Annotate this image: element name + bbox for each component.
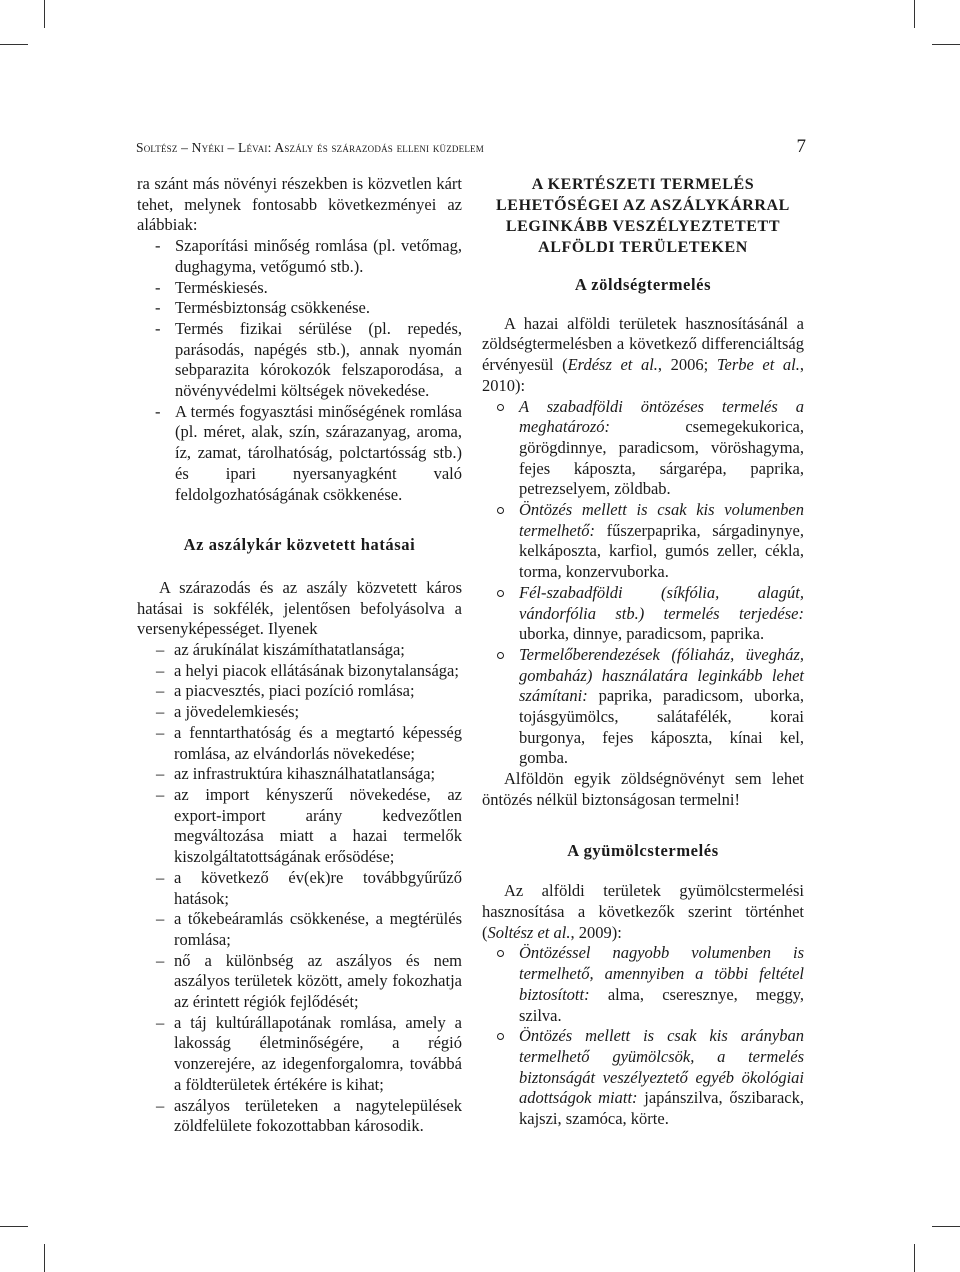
crop-mark bbox=[44, 0, 45, 28]
crop-mark bbox=[0, 44, 28, 45]
text-run: , 2010): bbox=[482, 355, 804, 395]
section-heading: Az aszálykár közvetett hatásai bbox=[183, 535, 416, 555]
list-item: – a piacvesztés, piaci pozíció romlása; bbox=[137, 681, 462, 702]
item-lead: A szabadföldi öntözéses termelés a meghatározó: bbox=[519, 396, 804, 437]
item-text: uborka, dinnye, paradicsom, paprika. bbox=[519, 624, 765, 644]
item-text: alma, cseresznye, meggy, szilva. bbox=[519, 984, 804, 1025]
list-item bbox=[482, 943, 804, 1026]
crop-mark bbox=[44, 1244, 45, 1272]
list-item: – az import kényszerű növekedése, az export-import arány kedvezőtlen megváltozása miatt a hazai termelők kiszolgáltatottságának erősödése; bbox=[137, 785, 462, 868]
list-item: – aszályos területeken a nagytelepülések zöldfelülete fokozottabban károsodik. bbox=[137, 1096, 462, 1137]
list-item: – a helyi piacok ellátásának bizonytalansága; bbox=[137, 661, 462, 682]
list-item: – az árukínálat kiszámíthatatlansága; bbox=[137, 640, 462, 661]
list-item: – az infrastruktúra kihasználhatatlansága; bbox=[137, 764, 462, 785]
crop-mark bbox=[0, 1226, 28, 1227]
item-text: japánszilva, őszibarack, kajszi, szamóca, körte. bbox=[519, 1088, 804, 1129]
item-lead: Öntözés mellett is csak kis arányban termelhető gyümölcsök, a termelés biztonságát veszélyeztető egyéb ökológiai adottságok miatt: bbox=[519, 1026, 804, 1108]
item-text: paprika, paradicsom, uborka, tojásgyümölcs, salátafélék, korai burgonya, fejes káposzta, kínai kel, gomba. bbox=[519, 686, 804, 768]
list-item: – a jövedelemkiesés; bbox=[137, 702, 462, 723]
citation: Erdész et al. bbox=[567, 355, 658, 375]
list-item: - A termés fogyasztási minőségének romlása (pl. méret, alak, szín, szárazanyag, aroma, íz, zamat, tárolhatóság, polctartósság stb.) és ipari nyersanyagként való feldolgozhatóságának csökkenése. bbox=[137, 402, 462, 506]
list-item: – a táj kultúrállapotának romlása, amely a lakosság életminőségére, a régió vonzerejére, az idegenforgalomra, továbbá a földterületek értékére is kihat; bbox=[137, 1013, 462, 1096]
list-item bbox=[482, 397, 804, 501]
list-item bbox=[482, 583, 804, 645]
item-lead: Öntözés mellett is csak kis volumenben termelhető: bbox=[519, 500, 804, 540]
vegetable-closing-paragraph: Alföldön egyik zöldségnövényt sem lehet öntözés nélkül biztonságosan termelni! bbox=[482, 769, 804, 809]
fruit-list bbox=[482, 943, 804, 1129]
page-number: 7 bbox=[796, 136, 806, 157]
fruit-intro-paragraph bbox=[482, 881, 804, 943]
indirect-effects-list bbox=[137, 640, 462, 1137]
crop-mark bbox=[932, 1226, 960, 1227]
list-item: - Termésbiztonság csökkenése. bbox=[137, 298, 462, 319]
item-text: csemegekukorica, görögdinnye, paradicsom, vöröshagyma, fejes káposzta, sárgarépa, paprika, petrezselyem, zöldbab. bbox=[519, 417, 804, 499]
list-item: – nő a különbség az aszályos és nem aszályos területek között, amely fokozhatja az érintett régiók fejlődését; bbox=[137, 951, 462, 1013]
right-column bbox=[482, 174, 804, 1130]
citation: Soltész et al. bbox=[487, 922, 571, 942]
intro-paragraph: ra szánt más növényi részekben is közvetlen kárt tehet, melynek fontosabb következményei az alábbiak: bbox=[137, 174, 462, 235]
list-item bbox=[482, 1026, 804, 1130]
section-heading: A zöldségtermelés bbox=[574, 275, 712, 294]
main-heading: A KERTÉSZETI TERMELÉS LEHETŐSÉGEI AZ ASZÁLYKÁRRAL LEGINKÁBB VESZÉLYEZTETETT ALFÖLDI TERÜLETEKEN bbox=[496, 176, 790, 256]
crop-mark bbox=[914, 0, 915, 28]
list-item: – a fenntarthatóság és a megtartó képesség romlása, az elvándorlás növekedése; bbox=[137, 723, 462, 764]
left-column bbox=[137, 174, 462, 1137]
citation: Terbe et al. bbox=[716, 355, 800, 375]
list-item: - Termés fizikai sérülése (pl. repedés, parásodás, napégés stb.), annak nyomán sebparazita kórokozók felszaporodása, a növényvédelmi költségek növekedése. bbox=[137, 319, 462, 402]
text-run: Az alföldi területek gyümölcstermelési hasznosítása a következők szerint történhet ( bbox=[482, 881, 804, 942]
item-lead: Öntözéssel nagyobb volumenben is termelhető, amennyiben a többi feltétel biztosított: bbox=[519, 943, 804, 1004]
crop-mark bbox=[932, 44, 960, 45]
direct-effects-list bbox=[137, 236, 462, 505]
list-item bbox=[482, 500, 804, 583]
section-heading: A gyümölcstermelés bbox=[567, 840, 719, 860]
list-item: - Szaporítási minőség romlása (pl. vetőmag, dughagyma, vetőgumó stb.). bbox=[137, 236, 462, 277]
list-item: – a következő év(ek)re továbbgyűrűző hatások; bbox=[137, 868, 462, 909]
indirect-intro-paragraph: A szárazodás és az aszály közvetett káros hatásai is sokfélék, jelentősen befolyásolva a versenyképességet. Ilyenek bbox=[137, 577, 462, 639]
running-head: Soltész – Nyéki – Lévai: Aszály és szárazodás elleni küzdelem bbox=[136, 140, 484, 155]
list-item: – a tőkebeáramlás csökkenése, a megtérülés romlása; bbox=[137, 909, 462, 950]
vegetable-list bbox=[482, 397, 804, 770]
item-lead: Termelőberendezések (fóliaház, üvegház, gombaház) használatára leginkább lehet számítani: bbox=[519, 644, 804, 706]
item-lead: Fél-szabadföldi (síkfólia, alagút, vándorfólia stb.) termelés terjedése: bbox=[519, 582, 804, 623]
vegetable-intro-paragraph bbox=[482, 314, 804, 397]
list-item: - Terméskiesés. bbox=[137, 278, 462, 299]
text-run: , 2009): bbox=[570, 922, 622, 942]
text-run: , 2006; bbox=[657, 355, 717, 375]
item-text: fűszerpaprika, sárgadinynye, kelkáposzta, karfiol, gumós zeller, cékla, torma, konzervuborka. bbox=[519, 520, 804, 582]
crop-mark bbox=[914, 1244, 915, 1272]
text-run: A hazai alföldi területek hasznosításánál a zöldségtermelésben a következő differenciáltság érvényesül ( bbox=[482, 313, 804, 375]
list-item bbox=[482, 645, 804, 769]
